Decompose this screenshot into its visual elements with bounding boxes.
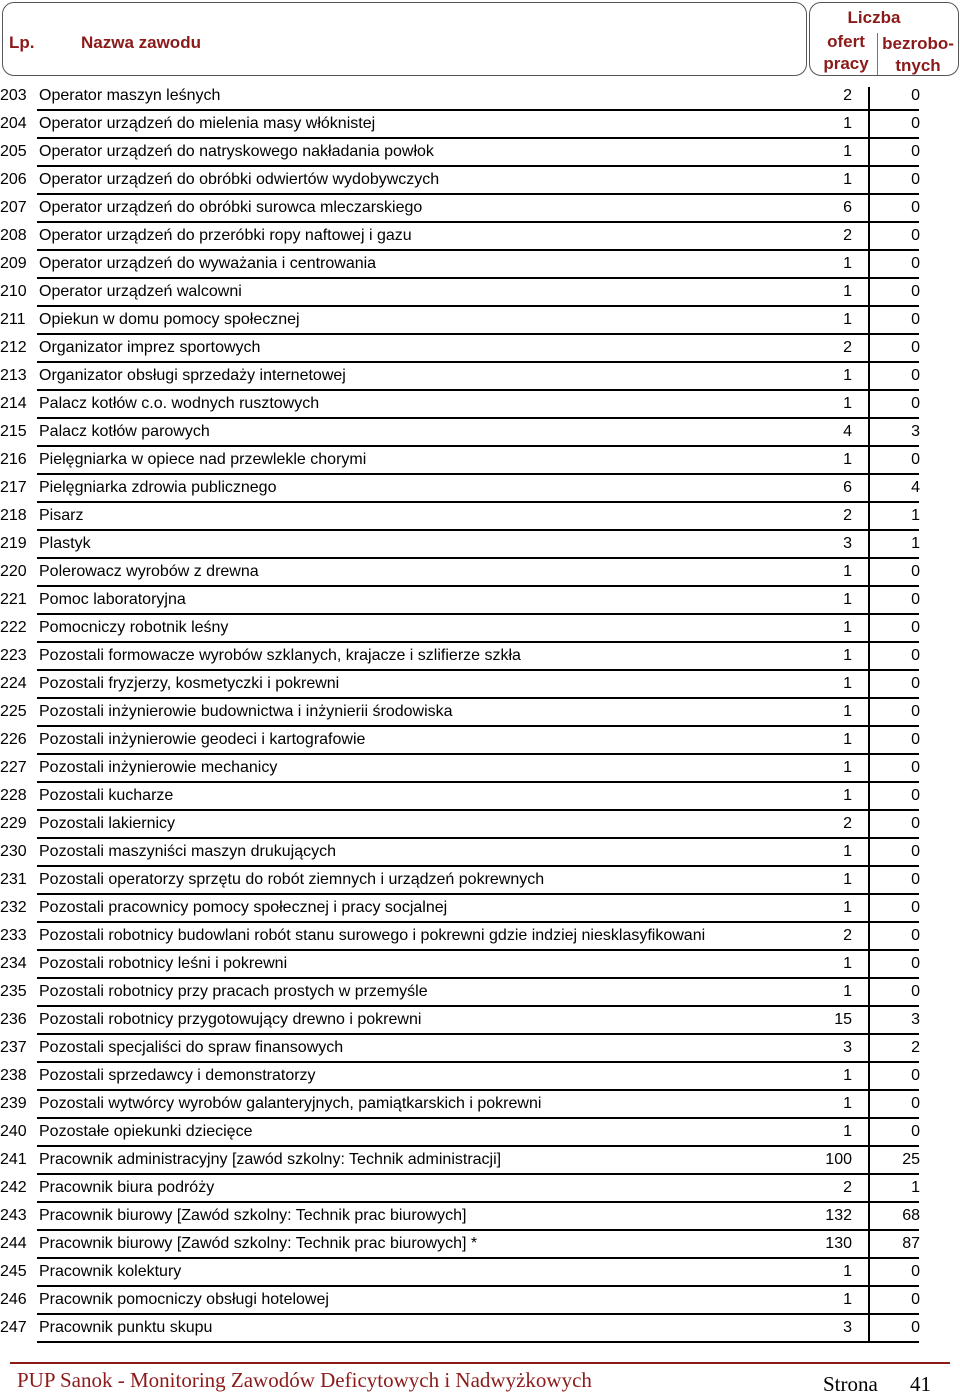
offers-count: 1 <box>843 591 852 608</box>
occupation-table <box>0 83 960 1343</box>
table-row <box>0 195 960 223</box>
occupation-name: Pracownik administracyjny [zawód szkolny: Technik administracji] <box>39 1151 502 1168</box>
occupation-name: Pozostali robotnicy przy pracach prostych w przemyśle <box>39 983 428 1000</box>
table-row <box>0 783 960 811</box>
occupation-name: Pomoc laboratoryjna <box>39 591 186 608</box>
table-row <box>0 1203 960 1231</box>
occupation-name: Pozostali pracownicy pomocy społecznej i pracy socjalnej <box>39 899 448 916</box>
occupation-name: Pisarz <box>39 507 84 524</box>
offers-count: 1 <box>843 395 852 412</box>
table-row <box>0 307 960 335</box>
unemployed-count: 0 <box>911 787 920 804</box>
offers-count: 3 <box>843 1039 852 1056</box>
row-number: 233 <box>0 927 27 944</box>
row-number: 209 <box>0 255 27 272</box>
occupation-name: Organizator imprez sportowych <box>39 339 261 356</box>
unemployed-count: 0 <box>911 1319 920 1336</box>
offers-count: 6 <box>843 199 852 216</box>
offers-count: 1 <box>843 759 852 776</box>
offers-count: 1 <box>843 1095 852 1112</box>
table-row <box>0 615 960 643</box>
row-number: 239 <box>0 1095 27 1112</box>
unemployed-count: 0 <box>911 675 920 692</box>
occupation-name: Pielęgniarka w opiece nad przewlekle chorymi <box>39 451 367 468</box>
row-underline <box>37 1341 919 1343</box>
offers-count: 1 <box>843 367 852 384</box>
unemployed-count: 0 <box>911 1291 920 1308</box>
row-number: 218 <box>0 507 27 524</box>
offers-count: 1 <box>843 451 852 468</box>
row-number: 223 <box>0 647 27 664</box>
offers-count: 1 <box>843 787 852 804</box>
table-row <box>0 1175 960 1203</box>
row-number: 240 <box>0 1123 27 1140</box>
row-number: 217 <box>0 479 27 496</box>
occupation-name: Pozostali lakiernicy <box>39 815 176 832</box>
offers-count: 1 <box>843 1291 852 1308</box>
header-offers-line2: pracy <box>823 54 869 73</box>
occupation-name: Operator urządzeń do przeróbki ropy naftowej i gazu <box>39 227 412 244</box>
row-number: 247 <box>0 1319 27 1336</box>
row-number: 235 <box>0 983 27 1000</box>
row-number: 206 <box>0 171 27 188</box>
table-row <box>0 503 960 531</box>
occupation-name: Pozostali formowacze wyrobów szklanych, krajacze i szlifierze szkła <box>39 647 521 664</box>
table-row <box>0 839 960 867</box>
row-number: 222 <box>0 619 27 636</box>
occupation-name: Polerowacz wyrobów z drewna <box>39 563 259 580</box>
row-number: 210 <box>0 283 27 300</box>
occupation-name: Palacz kotłów parowych <box>39 423 210 440</box>
offers-count: 1 <box>843 171 852 188</box>
occupation-name: Pozostali robotnicy leśni i pokrewni <box>39 955 288 972</box>
unemployed-count: 0 <box>911 367 920 384</box>
row-number: 204 <box>0 115 27 132</box>
occupation-name: Pozostali inżynierowie budownictwa i inżynierii środowiska <box>39 703 453 720</box>
occupation-name: Pozostali robotnicy przygotowujący drewno i pokrewni <box>39 1011 422 1028</box>
occupation-name: Pozostali inżynierowie geodeci i kartografowie <box>39 731 366 748</box>
unemployed-count: 0 <box>911 759 920 776</box>
row-number: 203 <box>0 87 27 104</box>
offers-count: 1 <box>843 1263 852 1280</box>
row-number: 230 <box>0 843 27 860</box>
row-number: 207 <box>0 199 27 216</box>
unemployed-count: 4 <box>911 479 920 496</box>
row-number: 245 <box>0 1263 27 1280</box>
footer-page-number: 41 <box>910 1372 931 1396</box>
occupation-name: Pracownik biura podróży <box>39 1179 215 1196</box>
occupation-name: Pozostali specjaliści do spraw finansowych <box>39 1039 344 1056</box>
header-offers-line1: ofert <box>827 32 865 51</box>
unemployed-count: 68 <box>902 1207 920 1224</box>
table-row <box>0 1259 960 1287</box>
unemployed-count: 0 <box>911 647 920 664</box>
occupation-name: Operator urządzeń do wyważania i centrowania <box>39 255 377 272</box>
occupation-name: Pomocniczy robotnik leśny <box>39 619 229 636</box>
table-row <box>0 643 960 671</box>
unemployed-count: 0 <box>911 871 920 888</box>
offers-count: 1 <box>843 871 852 888</box>
unemployed-count: 1 <box>911 535 920 552</box>
offers-count: 2 <box>843 87 852 104</box>
table-row <box>0 811 960 839</box>
table-row <box>0 1231 960 1259</box>
unemployed-count: 0 <box>911 1095 920 1112</box>
offers-count: 1 <box>843 703 852 720</box>
offers-count: 3 <box>843 535 852 552</box>
occupation-name: Pozostali wytwórcy wyrobów galanteryjnych, pamiątkarskich i pokrewni <box>39 1095 542 1112</box>
row-number: 219 <box>0 535 27 552</box>
offers-count: 6 <box>843 479 852 496</box>
row-number: 237 <box>0 1039 27 1056</box>
row-number: 214 <box>0 395 27 412</box>
unemployed-count: 0 <box>911 339 920 356</box>
table-row <box>0 1147 960 1175</box>
offers-count: 1 <box>843 1067 852 1084</box>
row-number: 242 <box>0 1179 27 1196</box>
table-row <box>0 531 960 559</box>
unemployed-count: 1 <box>911 1179 920 1196</box>
offers-count: 1 <box>843 731 852 748</box>
unemployed-count: 0 <box>911 395 920 412</box>
row-number: 213 <box>0 367 27 384</box>
unemployed-count: 2 <box>911 1039 920 1056</box>
table-row <box>0 951 960 979</box>
unemployed-count: 3 <box>911 423 920 440</box>
occupation-name: Operator urządzeń do natryskowego nakładania powłok <box>39 143 434 160</box>
offers-count: 2 <box>843 227 852 244</box>
offers-count: 1 <box>843 311 852 328</box>
row-number: 225 <box>0 703 27 720</box>
row-number: 227 <box>0 759 27 776</box>
table-row <box>0 111 960 139</box>
row-number: 216 <box>0 451 27 468</box>
occupation-name: Pozostali maszyniści maszyn drukujących <box>39 843 336 860</box>
offers-count: 1 <box>843 955 852 972</box>
table-row <box>0 167 960 195</box>
occupation-name: Pracownik biurowy [Zawód szkolny: Technik prac biurowych] <box>39 1207 467 1224</box>
offers-count: 1 <box>843 647 852 664</box>
offers-count: 130 <box>825 1235 852 1252</box>
header-count-box <box>809 2 959 76</box>
footer-page-label: Strona <box>823 1372 878 1396</box>
table-row <box>0 447 960 475</box>
unemployed-count: 0 <box>911 619 920 636</box>
header-offers <box>812 31 880 75</box>
header-unemployed-line1: bezrobo- <box>882 34 954 53</box>
offers-count: 2 <box>843 815 852 832</box>
table-row <box>0 699 960 727</box>
table-row <box>0 727 960 755</box>
offers-count: 2 <box>843 507 852 524</box>
unemployed-count: 0 <box>911 1067 920 1084</box>
unemployed-count: 0 <box>911 87 920 104</box>
unemployed-count: 0 <box>911 227 920 244</box>
occupation-name: Pozostałe opiekunki dziecięce <box>39 1123 253 1140</box>
offers-count: 1 <box>843 983 852 1000</box>
unemployed-count: 0 <box>911 171 920 188</box>
row-number: 246 <box>0 1291 27 1308</box>
table-row <box>0 895 960 923</box>
table-row <box>0 83 960 111</box>
table-row <box>0 279 960 307</box>
row-number: 229 <box>0 815 27 832</box>
header-occupation-name: Nazwa zawodu <box>81 33 201 52</box>
occupation-name: Pozostali operatorzy sprzętu do robót ziemnych i urządzeń pokrewnych <box>39 871 545 888</box>
table-row <box>0 475 960 503</box>
occupation-name: Pozostali kucharze <box>39 787 174 804</box>
occupation-name: Operator urządzeń walcowni <box>39 283 242 300</box>
unemployed-count: 0 <box>911 899 920 916</box>
row-number: 215 <box>0 423 27 440</box>
row-number: 231 <box>0 871 27 888</box>
row-number: 243 <box>0 1207 27 1224</box>
table-row <box>0 1035 960 1063</box>
row-number: 224 <box>0 675 27 692</box>
offers-count: 2 <box>843 1179 852 1196</box>
occupation-name: Palacz kotłów c.o. wodnych rusztowych <box>39 395 320 412</box>
offers-count: 132 <box>825 1207 852 1224</box>
occupation-name: Operator urządzeń do mielenia masy włóknistej <box>39 115 376 132</box>
occupation-name: Pozostali inżynierowie mechanicy <box>39 759 278 776</box>
header-unemployed <box>878 33 958 77</box>
table-row <box>0 139 960 167</box>
unemployed-count: 0 <box>911 843 920 860</box>
offers-count: 1 <box>843 1123 852 1140</box>
occupation-name: Pozostali fryzjerzy, kosmetyczki i pokrewni <box>39 675 340 692</box>
unemployed-count: 0 <box>911 703 920 720</box>
row-number: 220 <box>0 563 27 580</box>
unemployed-count: 0 <box>911 1123 920 1140</box>
table-row <box>0 1007 960 1035</box>
table-row <box>0 1315 960 1343</box>
unemployed-count: 25 <box>902 1151 920 1168</box>
offers-count: 1 <box>843 115 852 132</box>
row-number: 238 <box>0 1067 27 1084</box>
occupation-name: Organizator obsługi sprzedaży internetowej <box>39 367 346 384</box>
unemployed-count: 0 <box>911 927 920 944</box>
table-row <box>0 867 960 895</box>
offers-count: 1 <box>843 255 852 272</box>
table-row <box>0 363 960 391</box>
row-number: 244 <box>0 1235 27 1252</box>
table-row <box>0 1119 960 1147</box>
unemployed-count: 0 <box>911 815 920 832</box>
occupation-name: Pozostali sprzedawcy i demonstratorzy <box>39 1067 316 1084</box>
unemployed-count: 1 <box>911 507 920 524</box>
footer-rule <box>10 1362 950 1364</box>
unemployed-count: 0 <box>911 143 920 160</box>
table-row <box>0 1063 960 1091</box>
header-liczba: Liczba <box>847 8 901 27</box>
unemployed-count: 0 <box>911 983 920 1000</box>
row-number: 228 <box>0 787 27 804</box>
offers-count: 2 <box>843 927 852 944</box>
row-number: 236 <box>0 1011 27 1028</box>
offers-count: 2 <box>843 339 852 356</box>
offers-count: 4 <box>843 423 852 440</box>
row-number: 226 <box>0 731 27 748</box>
table-row <box>0 1091 960 1119</box>
table-row <box>0 559 960 587</box>
offers-count: 1 <box>843 675 852 692</box>
row-number: 205 <box>0 143 27 160</box>
unemployed-count: 0 <box>911 283 920 300</box>
unemployed-count: 0 <box>911 199 920 216</box>
occupation-name: Plastyk <box>39 535 91 552</box>
unemployed-count: 0 <box>911 451 920 468</box>
unemployed-count: 0 <box>911 311 920 328</box>
offers-count: 1 <box>843 899 852 916</box>
unemployed-count: 0 <box>911 731 920 748</box>
offers-count: 1 <box>843 619 852 636</box>
occupation-name: Operator maszyn leśnych <box>39 87 221 104</box>
occupation-name: Opiekun w domu pomocy społecznej <box>39 311 300 328</box>
occupation-name: Pracownik biurowy [Zawód szkolny: Technik prac biurowych] * <box>39 1235 478 1252</box>
row-number: 232 <box>0 899 27 916</box>
occupation-name: Pracownik kolektury <box>39 1263 182 1280</box>
row-number: 208 <box>0 227 27 244</box>
occupation-name: Pracownik pomocniczy obsługi hotelowej <box>39 1291 329 1308</box>
header-unemployed-line2: tnych <box>895 56 941 75</box>
offers-count: 15 <box>834 1011 852 1028</box>
offers-count: 1 <box>843 283 852 300</box>
unemployed-count: 0 <box>911 591 920 608</box>
table-row <box>0 671 960 699</box>
table-row <box>0 587 960 615</box>
table-row <box>0 755 960 783</box>
row-number: 241 <box>0 1151 27 1168</box>
unemployed-count: 0 <box>911 255 920 272</box>
occupation-name: Pracownik punktu skupu <box>39 1319 213 1336</box>
table-row <box>0 979 960 1007</box>
table-row <box>0 419 960 447</box>
row-number: 211 <box>0 311 26 328</box>
table-row <box>0 923 960 951</box>
unemployed-count: 0 <box>911 563 920 580</box>
header-lp: Lp. <box>9 33 35 52</box>
offers-count: 1 <box>843 563 852 580</box>
occupation-name: Operator urządzeń do obróbki surowca mleczarskiego <box>39 199 423 216</box>
unemployed-count: 87 <box>902 1235 920 1252</box>
table-row <box>0 391 960 419</box>
unemployed-count: 0 <box>911 1263 920 1280</box>
unemployed-count: 0 <box>911 115 920 132</box>
offers-count: 1 <box>843 843 852 860</box>
table-row <box>0 1287 960 1315</box>
unemployed-count: 3 <box>911 1011 920 1028</box>
occupation-name: Pozostali robotnicy budowlani robót stanu surowego i pokrewni gdzie indziej niesklasyfikowani <box>39 927 706 944</box>
occupation-name: Pielęgniarka zdrowia publicznego <box>39 479 277 496</box>
row-number: 212 <box>0 339 27 356</box>
row-number: 221 <box>0 591 27 608</box>
occupation-name: Operator urządzeń do obróbki odwiertów wydobywczych <box>39 171 440 188</box>
row-number: 234 <box>0 955 27 972</box>
table-row <box>0 223 960 251</box>
offers-count: 100 <box>825 1151 852 1168</box>
offers-count: 3 <box>843 1319 852 1336</box>
unemployed-count: 0 <box>911 955 920 972</box>
header-main-box <box>2 2 807 76</box>
footer-title: PUP Sanok - Monitoring Zawodów Deficytowych i Nadwyżkowych <box>17 1368 592 1392</box>
table-row <box>0 251 960 279</box>
table-row <box>0 335 960 363</box>
offers-count: 1 <box>843 143 852 160</box>
